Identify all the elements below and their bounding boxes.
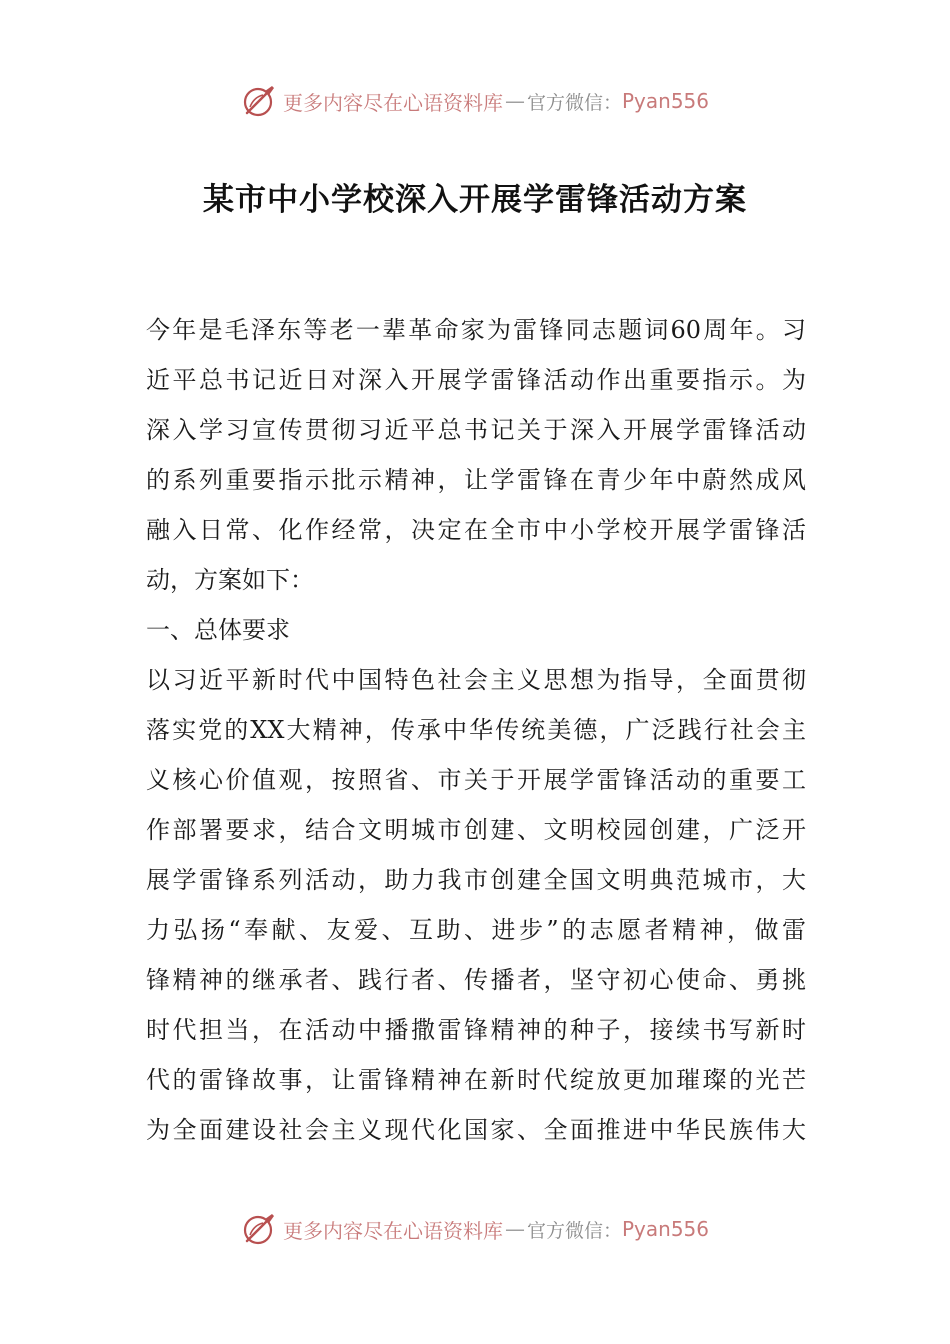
text-line: 以习近平新时代中国特色社会主义思想为指导，全面贯彻: [146, 666, 806, 694]
text-line: 作部署要求，结合文明城市创建、文明校园创建，广泛开: [146, 816, 806, 844]
banner-separator: —: [504, 89, 525, 113]
wechat-id: Pyan556: [622, 89, 710, 113]
footer-banner: [0, 1209, 950, 1249]
banner-separator: —: [504, 1217, 525, 1241]
pen-logo-icon: [241, 1211, 277, 1247]
text-line: 的系列重要指示批示精神，让学雷锋在青少年中蔚然成风: [146, 466, 806, 494]
text-line: 展学雷锋系列活动，助力我市创建全国文明典范城市，大: [146, 866, 806, 894]
text-line: 落实党的XX大精神，传承中华传统美德，广泛践行社会主: [146, 716, 806, 744]
promo-text: 更多内容尽在心语资料库: [282, 1218, 503, 1243]
promo-text: 更多内容尽在心语资料库: [282, 90, 503, 115]
text-line: 力弘扬“奉献、友爱、互助、进步”的志愿者精神，做雷: [146, 916, 806, 944]
text-line: 锋精神的继承者、践行者、传播者，坚守初心使命、勇挑: [146, 966, 806, 994]
wechat-id: Pyan556: [622, 1217, 710, 1241]
text-line: 为全面建设社会主义现代化国家、全面推进中华民族伟大: [146, 1116, 806, 1144]
text-line: 动，方案如下：: [146, 566, 314, 594]
text-line: 义核心价值观，按照省、市关于开展学雷锋活动的重要工: [146, 766, 806, 794]
header-banner: [0, 81, 950, 121]
official-wechat-label: 官方微信：: [526, 91, 622, 114]
pen-logo-icon: [241, 83, 277, 119]
text-line: 代的雷锋故事，让雷锋精神在新时代绽放更加璀璨的光芒: [146, 1066, 806, 1094]
document-body: [146, 305, 806, 1155]
text-line: 今年是毛泽东等老一辈革命家为雷锋同志题词60周年。习: [146, 316, 806, 344]
section-heading: 一、总体要求: [146, 616, 290, 644]
text-line: 近平总书记近日对深入开展学雷锋活动作出重要指示。为: [146, 366, 806, 394]
official-wechat-label: 官方微信：: [526, 1219, 622, 1242]
text-line: 融入日常、化作经常，决定在全市中小学校开展学雷锋活: [146, 516, 806, 544]
text-line: 深入学习宣传贯彻习近平总书记关于深入开展学雷锋活动: [146, 416, 806, 444]
document-title: 某市中小学校深入开展学雷锋活动方案: [203, 182, 747, 218]
text-line: 时代担当，在活动中播撒雷锋精神的种子，接续书写新时: [146, 1016, 806, 1044]
